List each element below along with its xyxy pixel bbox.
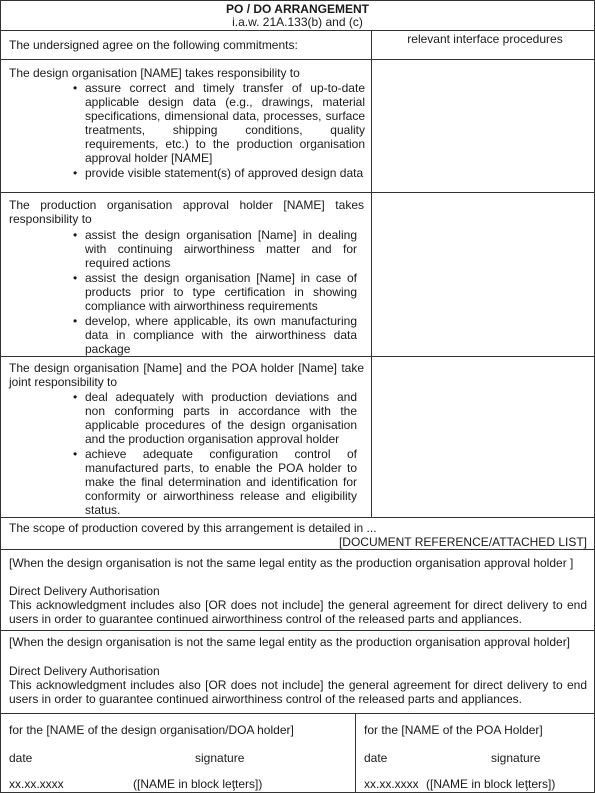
scope-reference: [DOCUMENT REFERENCE/ATTACHED LIST] (338, 535, 587, 549)
form-subtitle: i.a.w. 21A.133(b) and (c) (232, 15, 363, 29)
list-item: • assist the design organisation [Name] in case of products prior to type certification in showing compliance with airworthiness requirements (85, 271, 357, 313)
list-item: • deal adequately with production deviations and non conforming parts in accordance with the applicable procedures of the design organisation and the production organisation approval holder (85, 390, 357, 446)
commitments-intro: The undersigned agree on the following commitments: (9, 38, 298, 52)
dda-text: This acknowledgment includes also [OR does not include] the general agreement for direct delivery to end users in order to guarantee continued airworthiness control of the released parts and appliances. (9, 678, 587, 706)
commitments-header-row (1, 31, 594, 60)
signature-block (1, 714, 594, 792)
poa-signatory-label: for the [NAME of the POA Holder] (364, 723, 543, 737)
dda-heading: Direct Delivery Authorisation (9, 584, 160, 598)
list-item: • achieve adequate configuration control of manufactured parts, to enable the POA holder to make the final determination and identification for conformity or airworthiness release and eligibility status. (85, 447, 357, 517)
section-poa-lead: The production organisation approval holder [NAME] takes responsibility to (9, 198, 364, 226)
scope-row (1, 518, 594, 550)
dda-heading: Direct Delivery Authorisation (9, 664, 160, 678)
list-item: • develop, where applicable, its own manufacturing data in compliance with the airworthiness data package (85, 314, 357, 356)
poa-signature-label: signature (491, 751, 541, 765)
dda-text: This acknowledgment includes also [OR does not include] the general agreement for direct delivery to end users in order to guarantee continued airworthiness control of the released parts and appliances. (9, 598, 587, 626)
section-joint-responsibility (1, 357, 594, 518)
interface-procedures-header: relevant interface procedures (407, 32, 563, 46)
dda-condition: [When the design organisation is not the same legal entity as the production organisation approval holder] (9, 635, 571, 649)
direct-delivery-section-1 (1, 550, 594, 631)
section-poa-list (85, 228, 357, 357)
section-do-list (85, 81, 365, 181)
list-item: • provide visible statement(s) of approved design data (85, 166, 365, 180)
direct-delivery-section-2 (1, 631, 594, 714)
doa-date-label: date (9, 751, 33, 765)
poa-date-value: xx.xx.xxxx (364, 777, 419, 791)
poa-name-value: ([NAME in block leţters]) (426, 777, 556, 791)
form-title: PO / DO ARRANGEMENT (226, 2, 369, 16)
section-joint-list (85, 390, 357, 518)
section-poa-holder (1, 193, 594, 357)
doa-name-value: ([NAME in block leţters]) (133, 777, 263, 791)
poa-date-label: date (364, 751, 388, 765)
section-joint-lead: The design organisation [Name] and the POA holder [Name] take joint responsibility to (9, 361, 364, 389)
doa-signature-label: signature (195, 751, 245, 765)
section-do-lead: The design organisation [NAME] takes responsibility to (9, 66, 300, 80)
doa-signatory-label: for the [NAME of the design organisation/DOA holder] (9, 723, 294, 737)
list-item: • assure correct and timely transfer of up-to-date applicable design data (e.g., drawings, material specifications, dimensional data, processes, surface treatments, shipping conditions, quality requirements, etc.) to the production organisation approval holder [NAME] (85, 81, 365, 165)
column-divider (371, 31, 372, 518)
scope-text: The scope of production covered by this arrangement is detailed in ... (9, 521, 377, 535)
section-design-organisation (1, 60, 594, 193)
doa-date-value: xx.xx.xxxx (9, 777, 64, 791)
list-item: • assist the design organisation [Name] in dealing with continuing airworthiness matter and for required actions (85, 228, 357, 270)
dda-condition: [When the design organisation is not the same legal entity as the production organisation approval holder ] (9, 556, 574, 570)
form-header (1, 1, 594, 31)
signature-divider (355, 714, 356, 792)
